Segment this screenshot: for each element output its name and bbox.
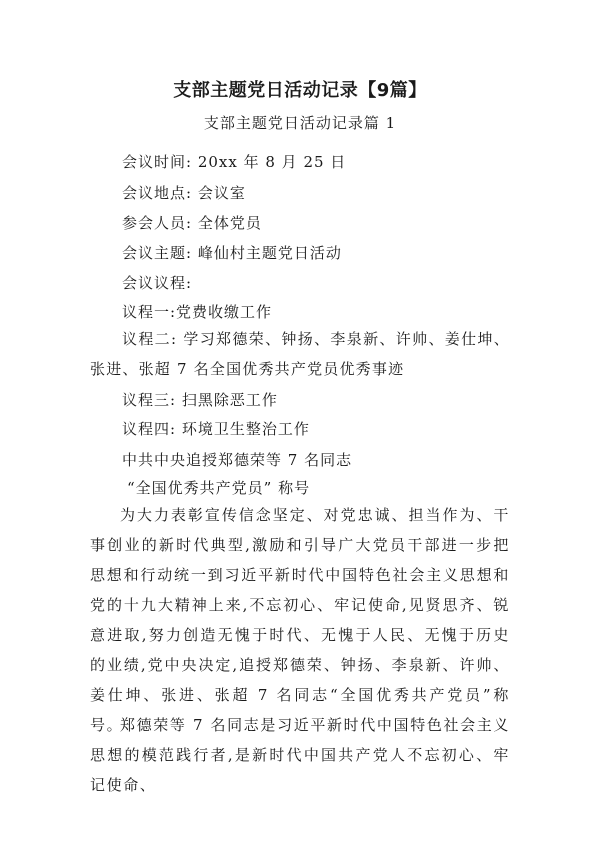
meeting-theme: 会议主题: 峰仙村主题党日活动 [122, 244, 342, 262]
paragraph-2: 郑德荣等 7 名同志是习近平新时代中国特色社会主义思想的模范践行者,是新时代中国共产党人不忘初心、牢记使命、 [90, 716, 510, 794]
paragraph-1: 为大力表彰宣传信念坚定、对党忠诚、担当作为、干事创业的新时代典型,激励和引导广大党员干部进一步把思想和行动统一到习近平新时代中国特色社会主义思想和党的十九大精神上来,不忘初心、牢记使命,见贤思齐、锐意进取,努力创造无愧于时代、无愧于人民、无愧于历史的业绩,党中央决定,追授郑德荣、钟扬、李泉新、许帅、姜仕坤、张进、张超 7 名同志“全国优秀共产党员”称号。 [90, 506, 510, 734]
meeting-time: 会议时间: 20xx 年 8 月 25 日 [122, 153, 347, 171]
news-heading: 中共中央追授郑德荣等 7 名同志 [122, 451, 353, 469]
agenda-item-4: 议程四: 环境卫生整治工作 [122, 420, 310, 438]
agenda-heading: 会议议程: [122, 274, 193, 292]
news-subheading: “全国优秀共产党员” 称号 [127, 479, 311, 497]
document-title: 支部主题党日活动记录【9篇】 [173, 80, 427, 101]
attendees: 参会人员: 全体党员 [122, 214, 262, 232]
document-subtitle: 支部主题党日活动记录篇 1 [203, 114, 397, 132]
meeting-place: 会议地点: 会议室 [122, 184, 246, 202]
agenda-item-1: 议程一:党费收缴工作 [122, 303, 273, 321]
agenda-item-3: 议程三: 扫黑除恶工作 [122, 391, 278, 409]
agenda-item-2: 议程二: 学习郑德荣、钟扬、李泉新、许帅、姜仕坤、张进、张超 7 名全国优秀共产党员优秀事迹 [90, 330, 510, 378]
